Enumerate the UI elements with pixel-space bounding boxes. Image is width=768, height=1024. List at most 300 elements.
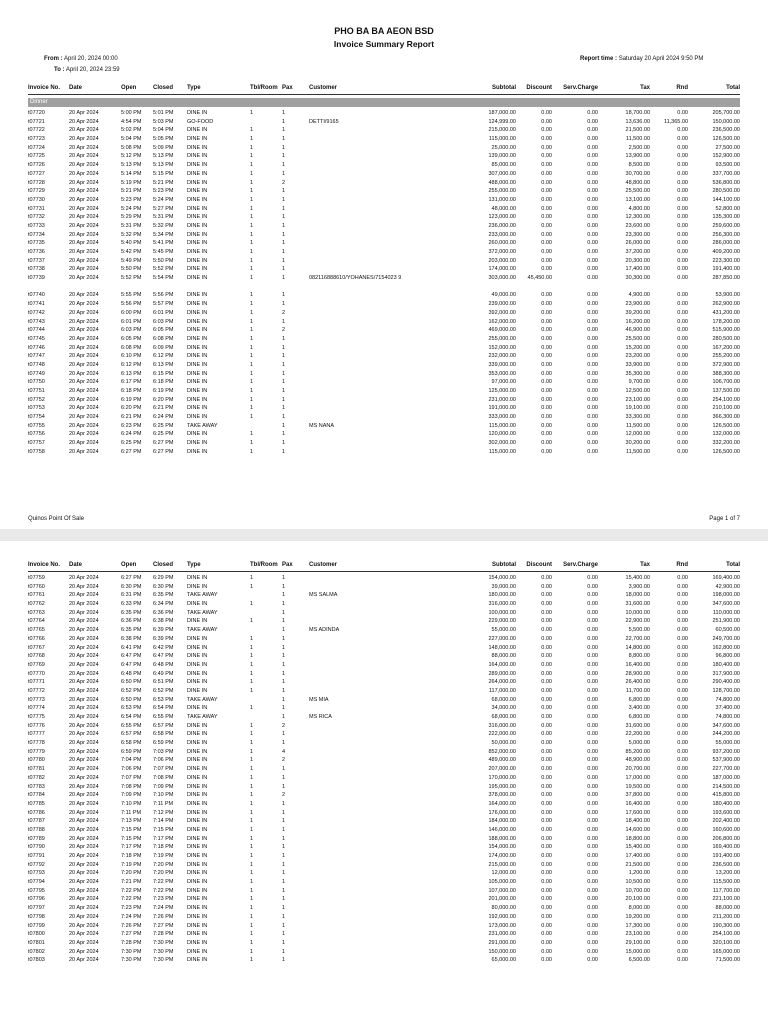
cell-closed-time: 6:03 PM bbox=[153, 318, 174, 325]
cell-table-room: 1 bbox=[250, 922, 254, 929]
cell-discount: 0.00 bbox=[541, 931, 552, 938]
cell-open-time: 6:17 PM bbox=[121, 379, 142, 386]
cell-date: 20 Apr 2024 bbox=[69, 913, 99, 920]
cell-open-time: 7:22 PM bbox=[121, 887, 142, 894]
table-row bbox=[28, 756, 740, 765]
cell-date: 20 Apr 2024 bbox=[69, 396, 99, 403]
cell-tax: 48,900.00 bbox=[625, 757, 650, 764]
cell-total: 337,700.00 bbox=[712, 170, 740, 177]
cell-tax: 13,100.00 bbox=[625, 196, 650, 203]
cell-open-time: 5:14 PM bbox=[121, 170, 142, 177]
cell-total: 117,700.00 bbox=[712, 887, 740, 894]
cell-closed-time: 5:04 PM bbox=[153, 127, 174, 134]
cell-closed-time: 6:27 PM bbox=[153, 440, 174, 447]
cell-date: 20 Apr 2024 bbox=[69, 153, 99, 160]
cell-tax: 14,800.00 bbox=[625, 644, 650, 651]
cell-closed-time: 7:26 PM bbox=[153, 913, 174, 920]
cell-pax: 1 bbox=[282, 379, 286, 386]
cell-invoice-no: t07787 bbox=[28, 818, 45, 825]
cell-service-charge: 0.00 bbox=[587, 353, 598, 360]
cell-table-room: 1 bbox=[250, 301, 254, 308]
cell-open-time: 7:30 PM bbox=[121, 948, 142, 955]
cell-invoice-no: t07725 bbox=[28, 153, 45, 160]
from-label: From : bbox=[44, 56, 63, 62]
column-header-subtotal: Subtotal bbox=[492, 85, 516, 91]
cell-invoice-no: t07726 bbox=[28, 162, 45, 169]
cell-pax: 1 bbox=[282, 275, 286, 282]
table-row bbox=[28, 922, 740, 931]
cell-date: 20 Apr 2024 bbox=[69, 679, 99, 686]
table-row bbox=[28, 869, 740, 878]
report-time-line bbox=[580, 56, 703, 62]
cell-total: 106,700.00 bbox=[712, 379, 740, 386]
cell-rounding: 0.00 bbox=[677, 196, 688, 203]
cell-open-time: 7:17 PM bbox=[121, 844, 142, 851]
cell-order-type: DINE IN bbox=[187, 835, 208, 842]
cell-invoice-no: t07792 bbox=[28, 861, 45, 868]
cell-pax: 1 bbox=[282, 205, 286, 212]
cell-total: 132,000.00 bbox=[712, 431, 740, 438]
cell-rounding: 0.00 bbox=[677, 127, 688, 134]
cell-service-charge: 0.00 bbox=[587, 653, 598, 660]
cell-total: 347,600.00 bbox=[712, 722, 740, 729]
table-row bbox=[28, 617, 740, 626]
cell-closed-time: 6:13 PM bbox=[153, 361, 174, 368]
cell-discount: 0.00 bbox=[541, 635, 552, 642]
cell-total: 144,100.00 bbox=[712, 196, 740, 203]
cell-closed-time: 5:54 PM bbox=[153, 275, 174, 282]
cell-tax: 17,300.00 bbox=[625, 922, 650, 929]
cell-service-charge: 0.00 bbox=[587, 205, 598, 212]
cell-pax: 1 bbox=[282, 774, 286, 781]
column-header-tax: Tax bbox=[640, 85, 650, 91]
cell-discount: 0.00 bbox=[541, 679, 552, 686]
cell-total: 74,800.00 bbox=[715, 696, 740, 703]
cell-service-charge: 0.00 bbox=[587, 609, 598, 616]
cell-discount: 0.00 bbox=[541, 740, 552, 747]
cell-rounding: 0.00 bbox=[677, 774, 688, 781]
cell-discount: 0.00 bbox=[541, 448, 552, 455]
cell-subtotal: 125,000.00 bbox=[488, 388, 516, 395]
cell-tax: 30,300.00 bbox=[625, 275, 650, 282]
cell-open-time: 6:47 PM bbox=[121, 653, 142, 660]
cell-date: 20 Apr 2024 bbox=[69, 609, 99, 616]
cell-subtotal: 260,000.00 bbox=[488, 240, 516, 247]
cell-tax: 10,700.00 bbox=[625, 887, 650, 894]
cell-service-charge: 0.00 bbox=[587, 196, 598, 203]
cell-discount: 0.00 bbox=[541, 222, 552, 229]
cell-rounding: 0.00 bbox=[677, 696, 688, 703]
cell-service-charge: 0.00 bbox=[587, 853, 598, 859]
cell-tax: 37,200.00 bbox=[625, 249, 650, 255]
cell-date: 20 Apr 2024 bbox=[69, 714, 99, 720]
cell-total: 409,200.00 bbox=[712, 249, 740, 255]
cell-total: 167,200.00 bbox=[712, 344, 740, 351]
cell-rounding: 0.00 bbox=[677, 170, 688, 177]
cell-subtotal: 34,000.00 bbox=[491, 705, 516, 712]
cell-order-type: DINE IN bbox=[187, 583, 208, 590]
cell-rounding: 0.00 bbox=[677, 583, 688, 590]
cell-open-time: 6:25 PM bbox=[121, 440, 142, 447]
cell-discount: 0.00 bbox=[541, 144, 552, 151]
table-row bbox=[28, 126, 740, 135]
cell-service-charge: 0.00 bbox=[587, 448, 598, 455]
cell-invoice-no: t07724 bbox=[28, 144, 45, 151]
cell-closed-time: 6:18 PM bbox=[153, 379, 174, 386]
cell-open-time: 7:08 PM bbox=[121, 783, 142, 790]
cell-tax: 37,800.00 bbox=[625, 792, 650, 799]
cell-tax: 26,400.00 bbox=[625, 679, 650, 686]
cell-open-time: 6:24 PM bbox=[121, 431, 142, 438]
cell-order-type: DINE IN bbox=[187, 301, 208, 308]
cell-table-room: 1 bbox=[250, 414, 254, 421]
cell-rounding: 0.00 bbox=[677, 257, 688, 264]
cell-service-charge: 0.00 bbox=[587, 835, 598, 842]
cell-open-time: 6:05 PM bbox=[121, 335, 142, 342]
cell-total: 178,200.00 bbox=[712, 318, 740, 325]
cell-rounding: 0.00 bbox=[677, 601, 688, 608]
column-header-closed-time: Closed bbox=[153, 85, 174, 91]
cell-rounding: 0.00 bbox=[677, 292, 688, 299]
cell-subtotal: 187,000.00 bbox=[488, 110, 516, 116]
cell-subtotal: 232,000.00 bbox=[488, 353, 516, 360]
cell-subtotal: 852,000.00 bbox=[488, 748, 516, 755]
cell-table-room: 1 bbox=[250, 431, 254, 438]
cell-subtotal: 289,000.00 bbox=[488, 670, 516, 677]
cell-order-type: DINE IN bbox=[187, 153, 208, 160]
cell-service-charge: 0.00 bbox=[587, 118, 598, 125]
cell-date: 20 Apr 2024 bbox=[69, 774, 99, 781]
cell-rounding: 0.00 bbox=[677, 679, 688, 686]
group-row-dinner bbox=[28, 98, 740, 107]
cell-invoice-no: t07779 bbox=[28, 748, 45, 755]
cell-subtotal: 97,000.00 bbox=[491, 379, 516, 386]
cell-closed-time: 6:53 PM bbox=[153, 696, 174, 703]
table-row bbox=[28, 817, 740, 826]
cell-subtotal: 339,000.00 bbox=[488, 361, 516, 368]
cell-rounding: 0.00 bbox=[677, 379, 688, 386]
cell-closed-time: 5:45 PM bbox=[153, 249, 174, 255]
cell-rounding: 0.00 bbox=[677, 205, 688, 212]
cell-total: 256,300.00 bbox=[712, 231, 740, 238]
cell-total: 74,800.00 bbox=[715, 714, 740, 720]
table-row bbox=[28, 861, 740, 870]
cell-pax: 1 bbox=[282, 144, 286, 151]
table-row bbox=[28, 887, 740, 896]
cell-date: 20 Apr 2024 bbox=[69, 757, 99, 764]
cell-table-room: 1 bbox=[250, 335, 254, 342]
cell-rounding: 0.00 bbox=[677, 948, 688, 955]
cell-tax: 4,900.00 bbox=[628, 292, 650, 299]
cell-date: 20 Apr 2024 bbox=[69, 110, 99, 116]
cell-open-time: 6:13 PM bbox=[121, 370, 142, 377]
cell-closed-time: 7:11 PM bbox=[153, 800, 174, 807]
cell-order-type: DINE IN bbox=[187, 214, 208, 221]
cell-order-type: DINE IN bbox=[187, 766, 208, 773]
invoice-table-page-2 bbox=[28, 574, 740, 965]
cell-invoice-no: t07750 bbox=[28, 379, 45, 386]
cell-subtotal: 201,000.00 bbox=[488, 896, 516, 903]
cell-pax: 1 bbox=[282, 844, 286, 851]
cell-subtotal: 264,000.00 bbox=[488, 679, 516, 686]
cell-invoice-no: t07789 bbox=[28, 835, 45, 842]
cell-invoice-no: t07778 bbox=[28, 740, 45, 747]
cell-pax: 1 bbox=[282, 818, 286, 825]
table-row bbox=[28, 326, 740, 335]
cell-service-charge: 0.00 bbox=[587, 335, 598, 342]
column-header-order-type: Type bbox=[187, 562, 201, 568]
cell-invoice-no: t07741 bbox=[28, 301, 45, 308]
cell-table-room: 1 bbox=[250, 601, 254, 608]
cell-open-time: 6:55 PM bbox=[121, 722, 142, 729]
table-row bbox=[28, 231, 740, 240]
cell-invoice-no: t07764 bbox=[28, 618, 45, 625]
cell-closed-time: 6:48 PM bbox=[153, 661, 174, 668]
cell-total: 198,000.00 bbox=[712, 592, 740, 599]
cell-subtotal: 180,000.00 bbox=[488, 592, 516, 599]
cell-discount: 0.00 bbox=[541, 731, 552, 738]
cell-order-type: DINE IN bbox=[187, 309, 208, 316]
cell-date: 20 Apr 2024 bbox=[69, 844, 99, 851]
cell-order-type: DINE IN bbox=[187, 601, 208, 608]
cell-total: 236,500.00 bbox=[712, 127, 740, 134]
cell-discount: 0.00 bbox=[541, 774, 552, 781]
cell-open-time: 6:53 PM bbox=[121, 705, 142, 712]
cell-invoice-no: t07744 bbox=[28, 327, 45, 334]
cell-pax: 2 bbox=[282, 327, 286, 334]
table-row bbox=[28, 396, 740, 405]
cell-date: 20 Apr 2024 bbox=[69, 896, 99, 903]
cell-table-room: 1 bbox=[250, 266, 254, 273]
cell-open-time: 6:38 PM bbox=[121, 635, 142, 642]
cell-invoice-no: t07743 bbox=[28, 318, 45, 325]
cell-pax: 1 bbox=[282, 627, 286, 634]
cell-order-type: DINE IN bbox=[187, 240, 208, 247]
table-row bbox=[28, 722, 740, 731]
cell-discount: 0.00 bbox=[541, 670, 552, 677]
column-header-rounding: Rnd bbox=[676, 562, 688, 568]
cell-invoice-no: t07785 bbox=[28, 800, 45, 807]
cell-closed-time: 7:06 PM bbox=[153, 757, 174, 764]
cell-rounding: 0.00 bbox=[677, 931, 688, 938]
cell-order-type: DINE IN bbox=[187, 361, 208, 368]
cell-order-type: DINE IN bbox=[187, 679, 208, 686]
cell-rounding: 0.00 bbox=[677, 266, 688, 273]
cell-date: 20 Apr 2024 bbox=[69, 431, 99, 438]
cell-closed-time: 6:08 PM bbox=[153, 335, 174, 342]
cell-closed-time: 5:24 PM bbox=[153, 196, 174, 203]
cell-subtotal: 353,000.00 bbox=[488, 370, 516, 377]
cell-table-room: 1 bbox=[250, 448, 254, 455]
cell-table-room: 1 bbox=[250, 231, 254, 238]
cell-rounding: 0.00 bbox=[677, 653, 688, 660]
cell-discount: 0.00 bbox=[541, 783, 552, 790]
cell-discount: 45,450.00 bbox=[527, 275, 552, 282]
cell-open-time: 5:40 PM bbox=[121, 240, 142, 247]
table-row bbox=[28, 791, 740, 800]
cell-open-time: 6:33 PM bbox=[121, 601, 142, 608]
cell-total: 93,500.00 bbox=[715, 162, 740, 169]
cell-tax: 21,500.00 bbox=[625, 861, 650, 868]
cell-discount: 0.00 bbox=[541, 422, 552, 429]
cell-total: 190,300.00 bbox=[712, 922, 740, 929]
cell-service-charge: 0.00 bbox=[587, 826, 598, 833]
cell-discount: 0.00 bbox=[541, 896, 552, 903]
cell-closed-time: 7:08 PM bbox=[153, 774, 174, 781]
cell-subtotal: 48,000.00 bbox=[491, 205, 516, 212]
cell-subtotal: 154,000.00 bbox=[488, 844, 516, 851]
cell-rounding: 0.00 bbox=[677, 309, 688, 316]
cell-subtotal: 307,000.00 bbox=[488, 170, 516, 177]
cell-rounding: 0.00 bbox=[677, 609, 688, 616]
cell-rounding: 0.00 bbox=[677, 353, 688, 360]
column-header-customer: Customer bbox=[309, 85, 338, 91]
table-header bbox=[28, 84, 740, 95]
cell-pax: 1 bbox=[282, 948, 286, 955]
cell-pax: 1 bbox=[282, 448, 286, 455]
cell-pax: 1 bbox=[282, 618, 286, 625]
cell-open-time: 7:19 PM bbox=[121, 861, 142, 868]
cell-pax: 2 bbox=[282, 792, 286, 799]
cell-tax: 31,600.00 bbox=[625, 722, 650, 729]
cell-discount: 0.00 bbox=[541, 948, 552, 955]
table-row bbox=[28, 239, 740, 248]
cell-date: 20 Apr 2024 bbox=[69, 379, 99, 386]
cell-tax: 20,300.00 bbox=[625, 257, 650, 264]
cell-service-charge: 0.00 bbox=[587, 370, 598, 377]
cell-date: 20 Apr 2024 bbox=[69, 231, 99, 238]
cell-order-type: TAKE AWAY bbox=[187, 627, 218, 634]
cell-invoice-no: t07742 bbox=[28, 309, 45, 316]
cell-service-charge: 0.00 bbox=[587, 179, 598, 186]
cell-tax: 10,000.00 bbox=[625, 609, 650, 616]
cell-invoice-no: t07752 bbox=[28, 396, 45, 403]
table-row bbox=[28, 152, 740, 161]
cell-tax: 6,500.00 bbox=[628, 957, 650, 964]
cell-pax: 1 bbox=[282, 644, 286, 651]
cell-service-charge: 0.00 bbox=[587, 740, 598, 747]
cell-order-type: GO-FOOD bbox=[187, 118, 214, 125]
table-row bbox=[28, 205, 740, 214]
cell-service-charge: 0.00 bbox=[587, 844, 598, 851]
cell-table-room: 1 bbox=[250, 205, 254, 212]
cell-table-room: 1 bbox=[250, 809, 254, 816]
cell-subtotal: 105,000.00 bbox=[488, 879, 516, 886]
cell-open-time: 5:00 PM bbox=[121, 110, 142, 116]
cell-date: 20 Apr 2024 bbox=[69, 818, 99, 825]
cell-date: 20 Apr 2024 bbox=[69, 196, 99, 203]
cell-open-time: 7:07 PM bbox=[121, 774, 142, 781]
cell-closed-time: 6:29 PM bbox=[153, 575, 174, 581]
cell-discount: 0.00 bbox=[541, 879, 552, 886]
cell-rounding: 0.00 bbox=[677, 240, 688, 247]
table-row bbox=[28, 739, 740, 748]
cell-tax: 23,200.00 bbox=[625, 353, 650, 360]
table-row bbox=[28, 404, 740, 413]
cell-discount: 0.00 bbox=[541, 714, 552, 720]
table-row bbox=[28, 187, 740, 196]
cell-subtotal: 333,000.00 bbox=[488, 414, 516, 421]
cell-discount: 0.00 bbox=[541, 722, 552, 729]
cell-table-room: 1 bbox=[250, 766, 254, 773]
cell-rounding: 0.00 bbox=[677, 957, 688, 964]
cell-date: 20 Apr 2024 bbox=[69, 861, 99, 868]
cell-table-room: 1 bbox=[250, 670, 254, 677]
cell-subtotal: 231,000.00 bbox=[488, 931, 516, 938]
table-row bbox=[28, 144, 740, 153]
cell-service-charge: 0.00 bbox=[587, 887, 598, 894]
cell-closed-time: 5:15 PM bbox=[153, 170, 174, 177]
cell-pax: 1 bbox=[282, 249, 286, 255]
cell-invoice-no: t07770 bbox=[28, 670, 45, 677]
cell-pax: 1 bbox=[282, 257, 286, 264]
cell-tax: 2,500.00 bbox=[628, 144, 650, 151]
cell-service-charge: 0.00 bbox=[587, 800, 598, 807]
cell-date: 20 Apr 2024 bbox=[69, 783, 99, 790]
cell-rounding: 0.00 bbox=[677, 448, 688, 455]
cell-open-time: 6:54 PM bbox=[121, 714, 142, 720]
cell-date: 20 Apr 2024 bbox=[69, 800, 99, 807]
cell-closed-time: 6:52 PM bbox=[153, 687, 174, 694]
table-row bbox=[28, 430, 740, 439]
cell-total: 537,900.00 bbox=[712, 757, 740, 764]
table-row bbox=[28, 257, 740, 266]
cell-service-charge: 0.00 bbox=[587, 240, 598, 247]
cell-rounding: 0.00 bbox=[677, 922, 688, 929]
cell-subtotal: 39,000.00 bbox=[491, 583, 516, 590]
cell-discount: 0.00 bbox=[541, 231, 552, 238]
cell-closed-time: 6:30 PM bbox=[153, 583, 174, 590]
cell-tax: 15,000.00 bbox=[625, 948, 650, 955]
cell-pax: 1 bbox=[282, 670, 286, 677]
cell-tax: 3,900.00 bbox=[628, 583, 650, 590]
cell-order-type: DINE IN bbox=[187, 414, 208, 421]
to-value: April 20, 2024 23:59 bbox=[65, 67, 120, 73]
cell-discount: 0.00 bbox=[541, 748, 552, 755]
cell-date: 20 Apr 2024 bbox=[69, 583, 99, 590]
cell-date: 20 Apr 2024 bbox=[69, 618, 99, 625]
cell-order-type: DINE IN bbox=[187, 196, 208, 203]
cell-discount: 0.00 bbox=[541, 835, 552, 842]
cell-table-room: 1 bbox=[250, 818, 254, 825]
table-row bbox=[28, 265, 740, 274]
cell-discount: 0.00 bbox=[541, 792, 552, 799]
cell-date: 20 Apr 2024 bbox=[69, 635, 99, 642]
cell-discount: 0.00 bbox=[541, 601, 552, 608]
cell-invoice-no: t07777 bbox=[28, 731, 45, 738]
cell-service-charge: 0.00 bbox=[587, 679, 598, 686]
cell-rounding: 0.00 bbox=[677, 136, 688, 143]
cell-table-room: 1 bbox=[250, 939, 254, 946]
cell-discount: 0.00 bbox=[541, 818, 552, 825]
cell-discount: 0.00 bbox=[541, 592, 552, 599]
cell-subtotal: 80,000.00 bbox=[491, 905, 516, 912]
cell-tax: 14,600.00 bbox=[625, 826, 650, 833]
cell-closed-time: 5:23 PM bbox=[153, 188, 174, 195]
to-line bbox=[54, 67, 120, 73]
cell-closed-time: 6:25 PM bbox=[153, 431, 174, 438]
cell-tax: 26,000.00 bbox=[625, 240, 650, 247]
column-header-open-time: Open bbox=[121, 562, 137, 568]
cell-invoice-no: t07771 bbox=[28, 679, 45, 686]
cell-discount: 0.00 bbox=[541, 687, 552, 694]
cell-discount: 0.00 bbox=[541, 118, 552, 125]
cell-open-time: 6:50 PM bbox=[121, 679, 142, 686]
cell-total: 96,800.00 bbox=[715, 653, 740, 660]
cell-discount: 0.00 bbox=[541, 844, 552, 851]
table-row bbox=[28, 448, 740, 457]
cell-rounding: 0.00 bbox=[677, 905, 688, 912]
